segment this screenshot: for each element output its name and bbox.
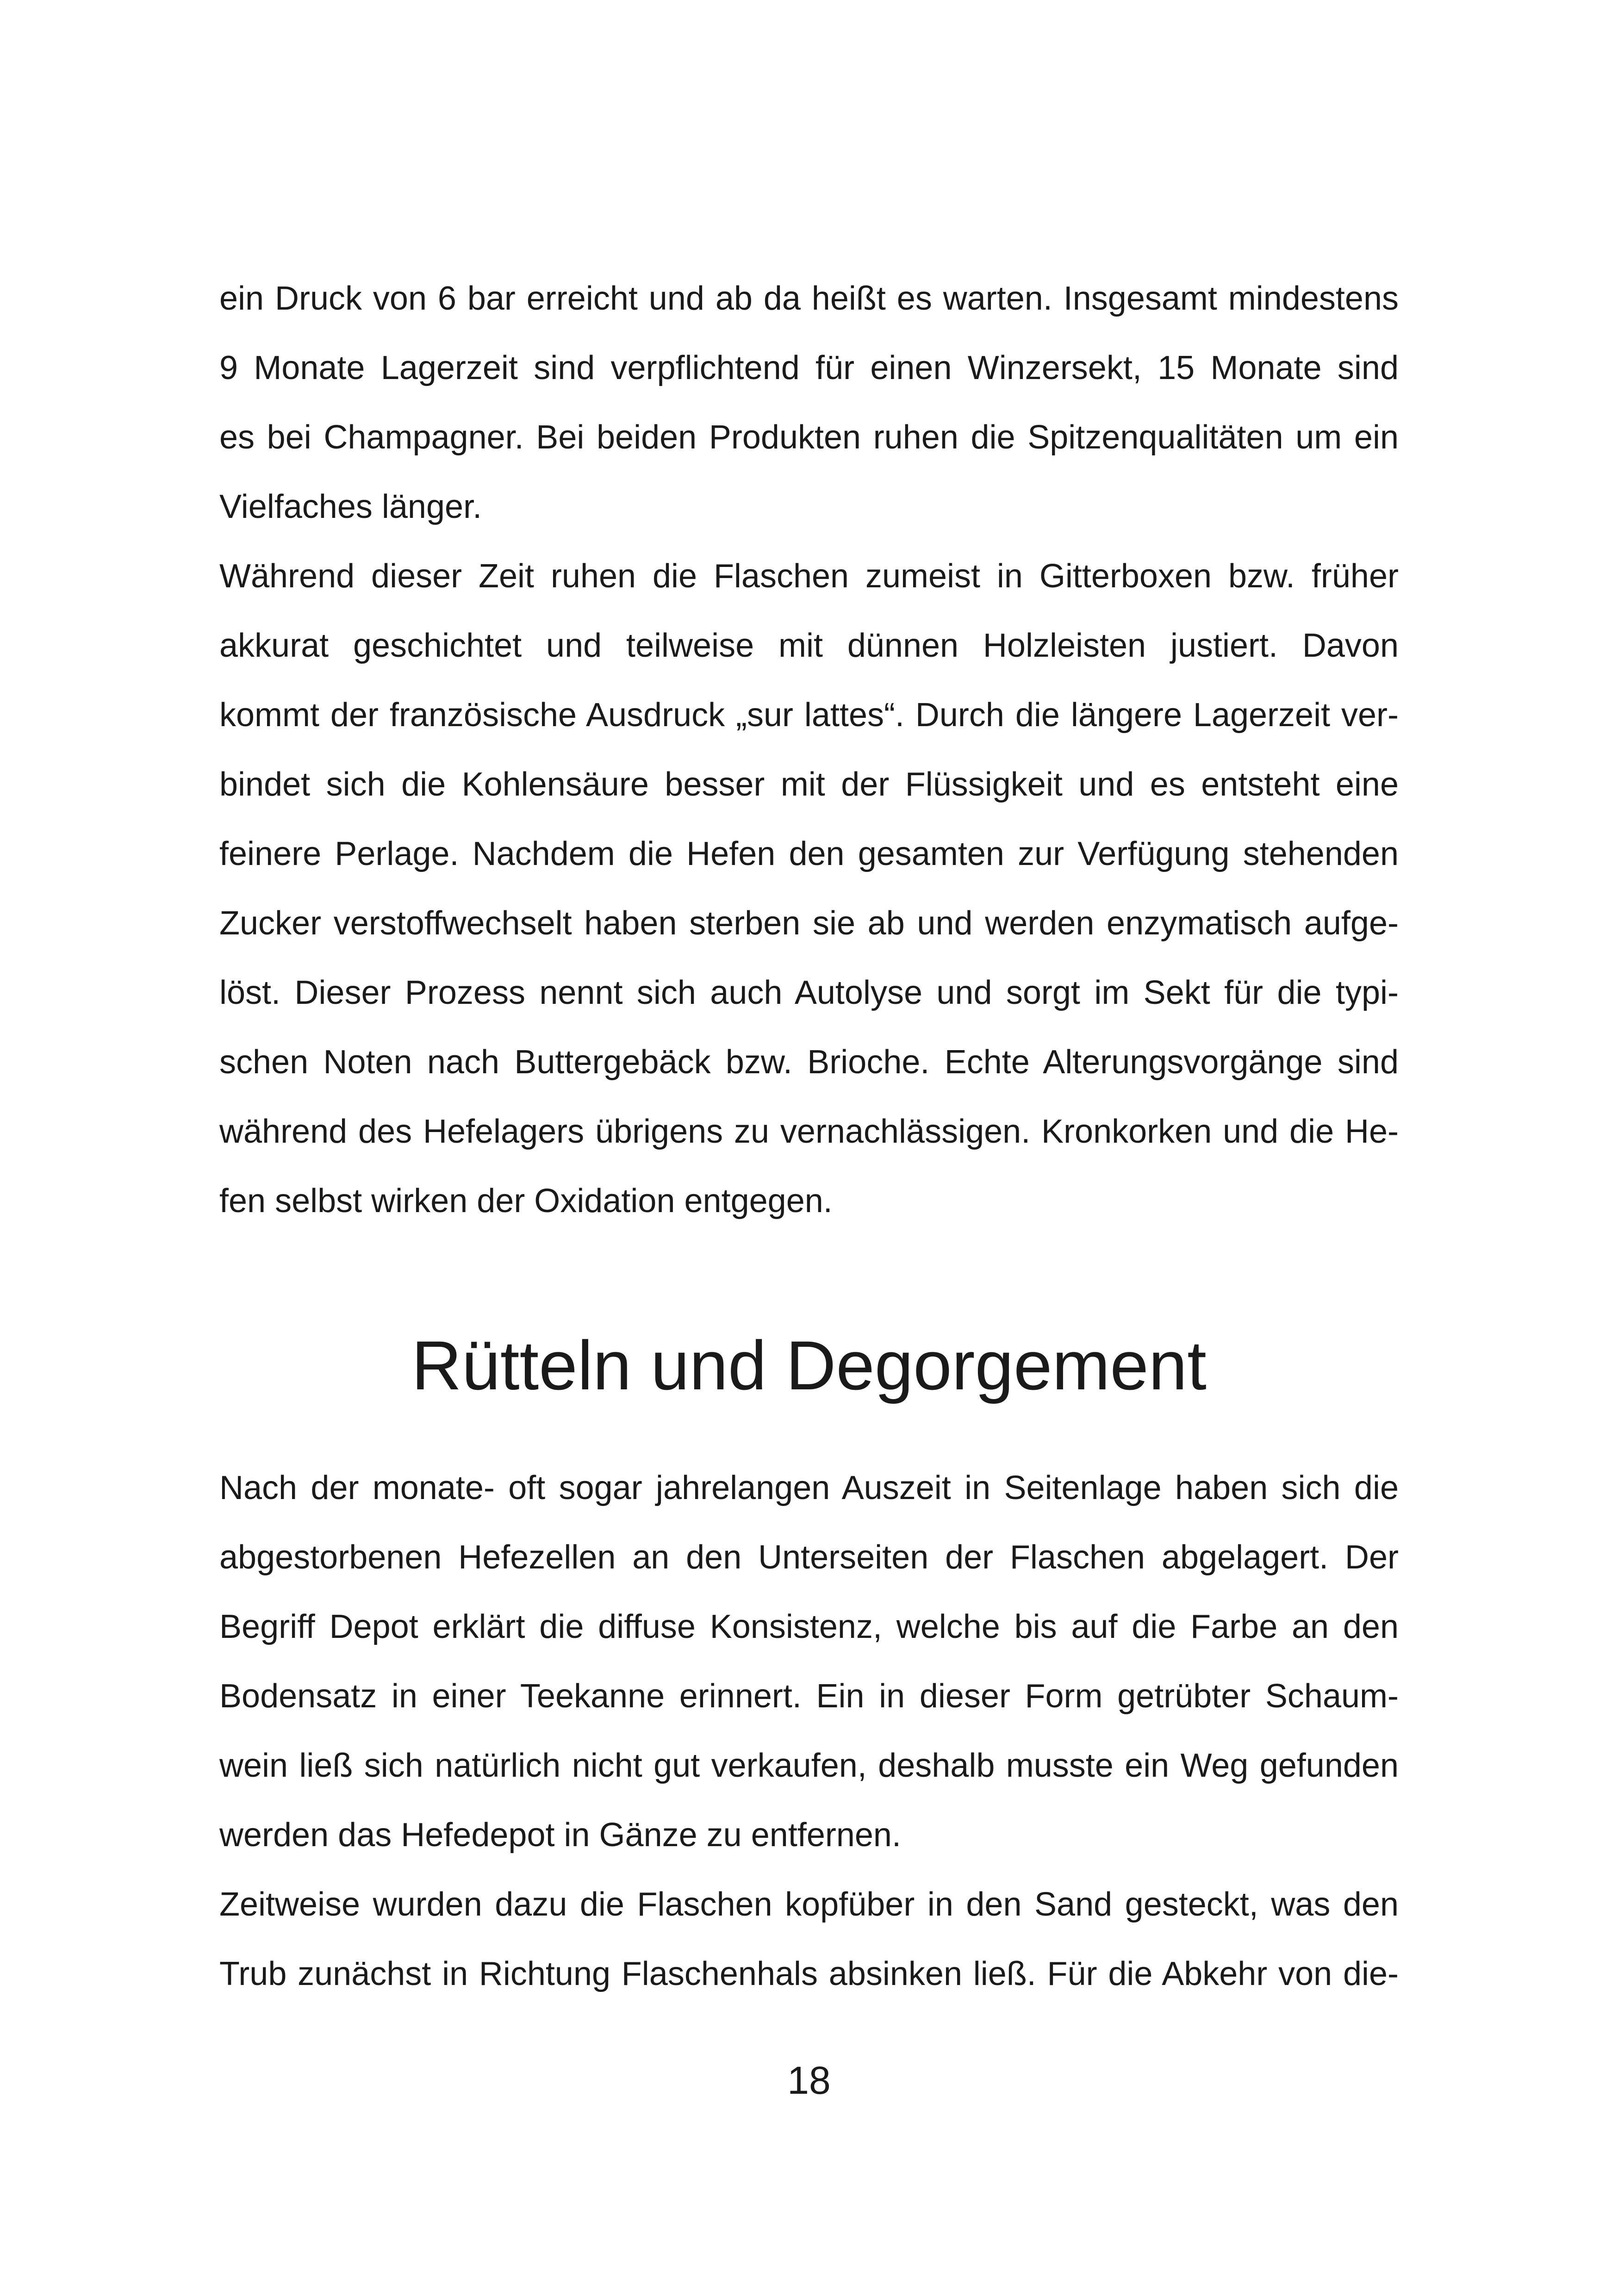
text-line: es bei Champagner. Bei beiden Produkten ruhen die Spitzenqualitäten um ein <box>219 419 1399 456</box>
paragraph-riddling <box>219 1453 1399 2009</box>
text-line: Nach der monate- oft sogar jahrelangen Auszeit in Seitenlage haben sich die <box>219 1469 1399 1506</box>
text-line: bindet sich die Kohlensäure besser mit der Flüssigkeit und es entsteht eine <box>219 766 1399 803</box>
section-heading: Rütteln und Degorgement <box>411 1326 1207 1404</box>
text-line: kommt der französische Ausdruck „sur lattes“. Durch die längere Lagerzeit ver- <box>219 697 1399 734</box>
text-line: 9 Monate Lagerzeit sind verpflichtend für einen Winzersekt, 15 Monate sind <box>219 349 1399 386</box>
text-line: während des Hefelagers übrigens zu vernachlässigen. Kronkorken und die He- <box>219 1113 1399 1150</box>
text-line: Trub zunächst in Richtung Flaschenhals absinken ließ. Für die Abkehr von die- <box>219 1955 1399 1992</box>
text-line: Begriff Depot erklärt die diffuse Konsistenz, welche bis auf die Farbe an den <box>219 1608 1399 1645</box>
text-line: Bodensatz in einer Teekanne erinnert. Ein in dieser Form getrübter Schaum- <box>219 1678 1399 1715</box>
text-line: fen selbst wirken der Oxidation entgegen. <box>219 1182 833 1220</box>
text-line: feinere Perlage. Nachdem die Hefen den gesamten zur Verfügung stehenden <box>219 835 1399 872</box>
text-line: Zeitweise wurden dazu die Flaschen kopfüber in den Sand gesteckt, was den <box>219 1886 1399 1923</box>
paragraph-storage <box>219 264 1399 1236</box>
text-line: schen Noten nach Buttergebäck bzw. Brioche. Echte Alterungsvorgänge sind <box>219 1044 1399 1081</box>
text-line: wein ließ sich natürlich nicht gut verkaufen, deshalb musste ein Weg gefunden <box>219 1747 1399 1784</box>
text-line: akkurat geschichtet und teilweise mit dünnen Holzleisten justiert. Davon <box>219 627 1399 664</box>
text-line: werden das Hefedepot in Gänze zu entfernen. <box>219 1817 901 1854</box>
text-line: Vielfaches länger. <box>219 488 482 525</box>
text-line: ein Druck von 6 bar erreicht und ab da heißt es warten. Insgesamt mindestens <box>219 280 1399 317</box>
page-number: 18 <box>787 2059 831 2102</box>
text-line: Während dieser Zeit ruhen die Flaschen zumeist in Gitterboxen bzw. früher <box>219 558 1399 595</box>
text-line: abgestorbenen Hefezellen an den Unterseiten der Flaschen abgelagert. Der <box>219 1539 1399 1576</box>
text-line: Zucker verstoffwechselt haben sterben sie ab und werden enzymatisch aufge- <box>219 905 1399 942</box>
text-line: löst. Dieser Prozess nennt sich auch Autolyse und sorgt im Sekt für die typi- <box>219 974 1399 1011</box>
